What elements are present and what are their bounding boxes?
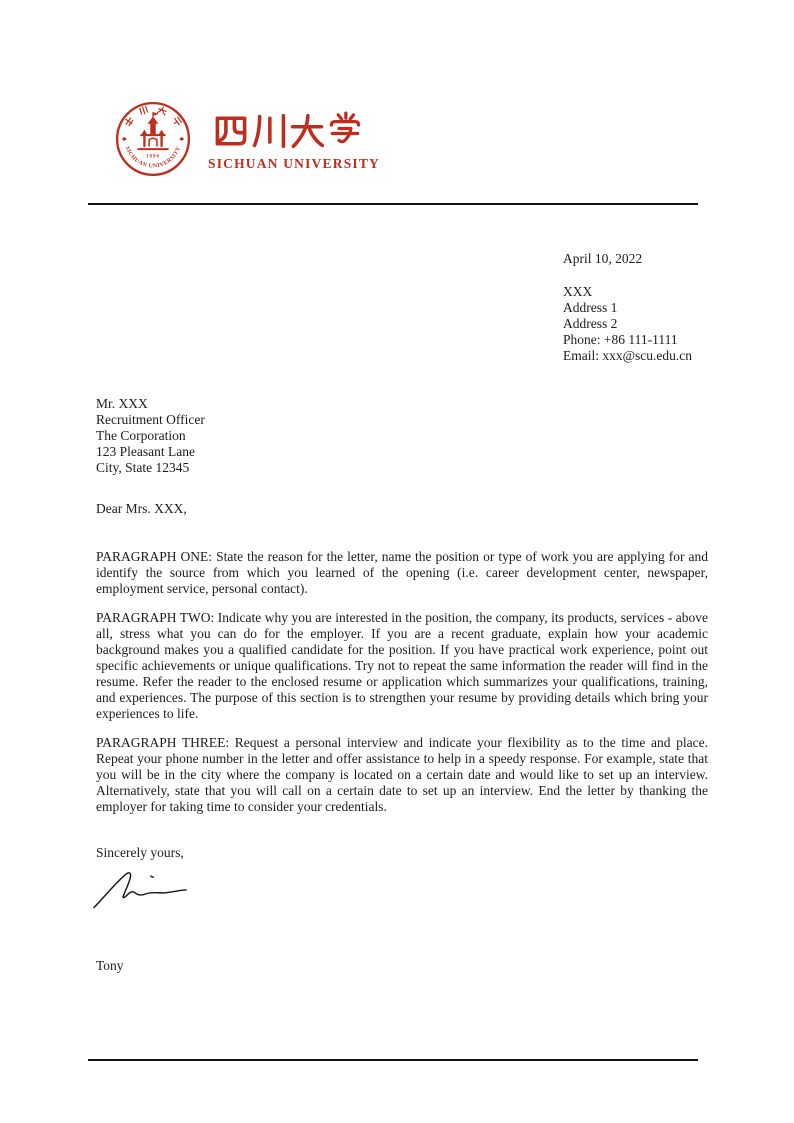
salutation: Dear Mrs. XXX, xyxy=(96,501,187,516)
zh-char-chuan xyxy=(252,110,286,152)
sender-name: XXX xyxy=(563,284,593,299)
sender-email: Email: xxx@scu.edu.cn xyxy=(563,348,693,363)
footer-rule xyxy=(88,1059,698,1061)
letter-body xyxy=(96,549,708,828)
seal-ring-text: SICHUAN UNIVERSITY xyxy=(123,145,183,170)
paragraph-two: PARAGRAPH TWO: Indicate why you are interested in the position, the company, its products, services - above all, stress what you can do for the employer. If you are a recent graduate, explain how your academic background makes you a qualified candidate for the position. If you have practical work experience, point out specific achievements or unique qualifications. Try not to repeat the same information the reader will find in the resume. Refer the reader to the enclosed resume or application which summarizes your qualifications, training, and experiences. The purpose of this section is to strengthen your resume by providing details which bring your experiences to life. xyxy=(96,610,708,721)
signature-image xyxy=(90,862,198,912)
recipient-title: Recruitment Officer xyxy=(96,412,205,427)
signer-name: Tony xyxy=(96,958,124,973)
sender-phone: Phone: +86 111-1111 xyxy=(563,332,678,347)
zh-char-xue xyxy=(328,110,362,152)
recipient-company: The Corporation xyxy=(96,428,186,443)
date-sender-block xyxy=(563,251,692,364)
english-wordmark: SICHUAN UNIVERSITY xyxy=(208,156,381,171)
paragraph-one: PARAGRAPH ONE: State the reason for the letter, name the position or type of work you are applying for and identify the source from which you learned of the opening (i.e. career development center, newspaper, employment service, personal contact). xyxy=(96,549,708,596)
recipient-city: City, State 12345 xyxy=(96,460,190,475)
zh-char-si xyxy=(214,110,248,152)
university-seal-icon xyxy=(114,100,192,178)
closing-phrase: Sincerely yours, xyxy=(96,845,184,860)
recipient-block xyxy=(96,396,205,476)
recipient-street: 123 Pleasant Lane xyxy=(96,444,195,459)
recipient-name: Mr. XXX xyxy=(96,396,148,411)
chinese-wordmark xyxy=(214,110,366,154)
header-rule xyxy=(88,203,698,205)
seal-year: 1896 xyxy=(145,154,161,160)
seal-tower xyxy=(138,112,168,149)
zh-char-da xyxy=(290,110,324,152)
letter-date: April 10, 2022 xyxy=(563,251,643,266)
paragraph-three: PARAGRAPH THREE: Request a personal interview and indicate your flexibility as to the time and place. Repeat your phone number in the letter and offer assistance to help in a speedy response. For example, state that you will be in the city where the company is located on a certain date and would like to set up an interview. Alternatively, state that you will call on a certain date to set up an interview. End the letter by thanking the employer for taking time to consider your credentials. xyxy=(96,735,708,814)
sender-address-1: Address 1 xyxy=(563,300,618,315)
sender-address-2: Address 2 xyxy=(563,316,618,331)
